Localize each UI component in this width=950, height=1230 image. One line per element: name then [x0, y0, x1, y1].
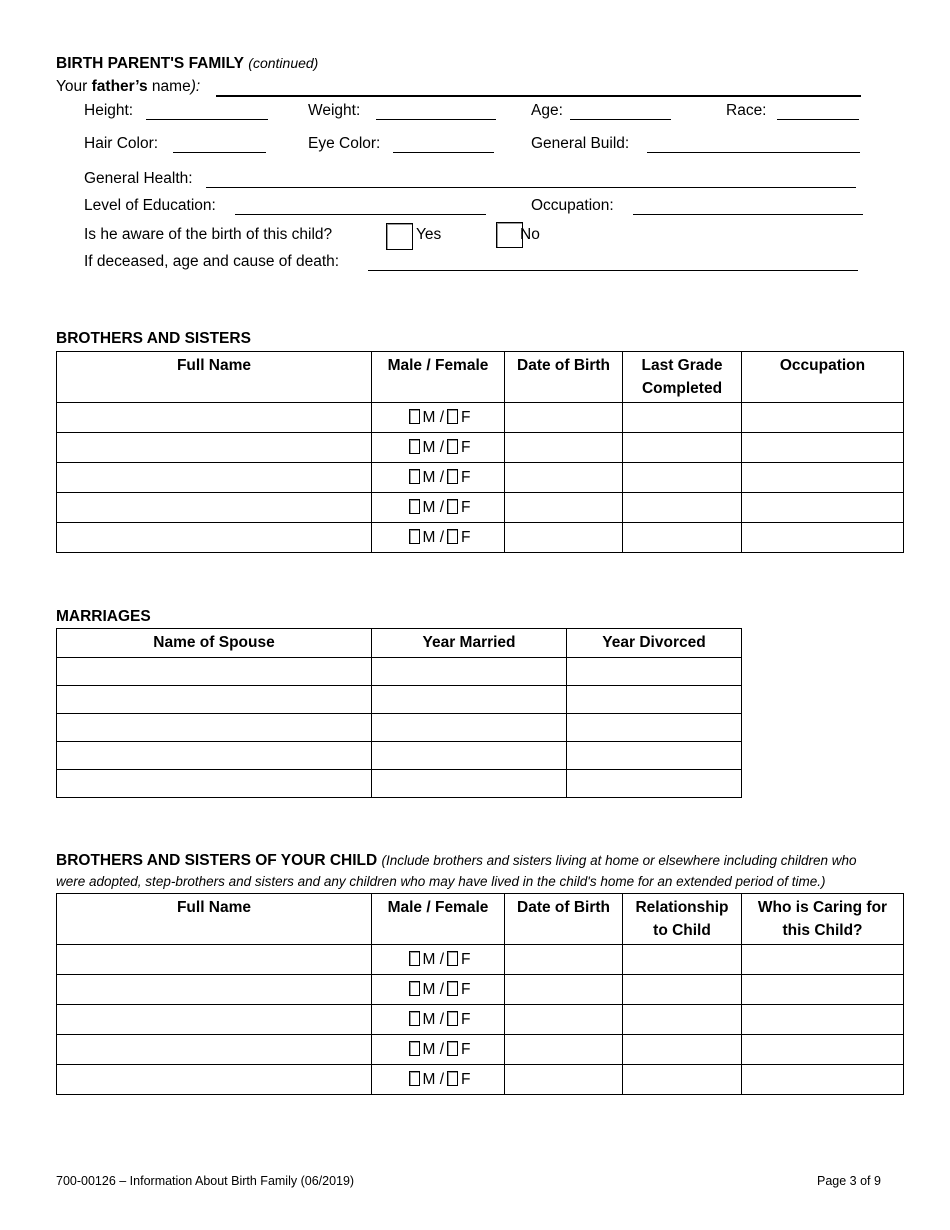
last-grade-cell[interactable] — [623, 463, 742, 493]
date-of-birth-cell[interactable] — [505, 523, 623, 553]
occupation-cell[interactable] — [742, 493, 904, 523]
table-row — [57, 658, 742, 686]
year-married-cell[interactable] — [372, 658, 567, 686]
child-siblings-note-1: (Include brothers and sisters living at home or elsewhere including children who — [381, 853, 857, 868]
table-row — [57, 714, 742, 742]
date-of-birth-cell[interactable] — [505, 493, 623, 523]
father-name-field[interactable] — [216, 95, 861, 97]
relationship-cell[interactable] — [623, 975, 742, 1005]
caregiver-cell[interactable] — [742, 1005, 904, 1035]
section-title-birth-parents-family — [56, 55, 318, 73]
male-checkbox[interactable] — [409, 499, 420, 514]
date-of-birth-cell[interactable] — [505, 1065, 623, 1095]
spouse-name-cell[interactable] — [57, 714, 372, 742]
date-of-birth-cell[interactable] — [505, 433, 623, 463]
full-name-cell[interactable] — [57, 1005, 372, 1035]
age-field[interactable] — [570, 119, 671, 120]
hair-color-label: Hair Color: — [84, 135, 159, 152]
full-name-cell[interactable] — [57, 523, 372, 553]
male-checkbox[interactable] — [409, 1011, 420, 1026]
full-name-cell[interactable] — [57, 975, 372, 1005]
gender-cell: M / F — [372, 523, 505, 553]
occupation-cell[interactable] — [742, 433, 904, 463]
last-grade-cell[interactable] — [623, 523, 742, 553]
race-label: Race: — [726, 102, 767, 119]
deceased-field[interactable] — [368, 270, 858, 271]
footer-form-id: 700-00126 – Information About Birth Family (06/2019) — [56, 1174, 355, 1188]
female-checkbox[interactable] — [447, 1071, 458, 1086]
male-checkbox[interactable] — [409, 1071, 420, 1086]
spouse-name-cell[interactable] — [57, 686, 372, 714]
table-row — [57, 945, 904, 975]
child-siblings-table — [56, 893, 904, 1095]
caregiver-cell[interactable] — [742, 1065, 904, 1095]
table-row — [57, 1005, 904, 1035]
date-of-birth-cell[interactable] — [505, 1005, 623, 1035]
female-checkbox[interactable] — [447, 981, 458, 996]
year-married-cell[interactable] — [372, 686, 567, 714]
male-checkbox[interactable] — [409, 529, 420, 544]
gender-cell: M / F — [372, 463, 505, 493]
gender-cell: M / F — [372, 493, 505, 523]
table-row — [57, 523, 904, 553]
gender-cell: M / F — [372, 1035, 505, 1065]
full-name-cell[interactable] — [57, 403, 372, 433]
table-row — [57, 433, 904, 463]
last-grade-cell[interactable] — [623, 493, 742, 523]
table-row — [57, 463, 904, 493]
siblings-title: BROTHERS AND SISTERS — [56, 330, 251, 347]
occupation-cell[interactable] — [742, 403, 904, 433]
header-occupation: Occupation — [742, 352, 904, 403]
relationship-cell[interactable] — [623, 1005, 742, 1035]
spouse-name-cell[interactable] — [57, 658, 372, 686]
hair-color-field[interactable] — [173, 152, 266, 153]
year-married-cell[interactable] — [372, 742, 567, 770]
caregiver-cell[interactable] — [742, 945, 904, 975]
height-label: Height: — [84, 102, 134, 119]
child-siblings-title: BROTHERS AND SISTERS OF YOUR CHILD — [56, 852, 378, 869]
year-divorced-cell[interactable] — [567, 742, 742, 770]
table-row — [57, 770, 742, 798]
full-name-cell[interactable] — [57, 1065, 372, 1095]
full-name-cell[interactable] — [57, 493, 372, 523]
height-field[interactable] — [146, 119, 268, 120]
year-divorced-cell[interactable] — [567, 686, 742, 714]
father-name-label: Your father’s name): — [56, 78, 201, 95]
table-row — [57, 493, 904, 523]
weight-label: Weight: — [308, 102, 361, 119]
female-checkbox[interactable] — [447, 1041, 458, 1056]
male-checkbox[interactable] — [409, 981, 420, 996]
date-of-birth-cell[interactable] — [505, 403, 623, 433]
continued-note: (continued) — [248, 55, 319, 71]
gender-cell: M / F — [372, 975, 505, 1005]
year-divorced-cell[interactable] — [567, 658, 742, 686]
female-checkbox[interactable] — [447, 1011, 458, 1026]
age-label: Age: — [531, 102, 563, 119]
female-checkbox[interactable] — [447, 951, 458, 966]
siblings-header-row — [57, 352, 904, 403]
header-relationship: Relationship to Child — [623, 894, 742, 945]
education-label: Level of Education: — [84, 197, 216, 214]
date-of-birth-cell[interactable] — [505, 975, 623, 1005]
header-who-is-caring: Who is Caring for this Child? — [742, 894, 904, 945]
deceased-label: If deceased, age and cause of death: — [84, 253, 340, 270]
male-checkbox[interactable] — [409, 409, 420, 424]
general-health-field[interactable] — [206, 187, 856, 188]
gender-cell: M / F — [372, 433, 505, 463]
weight-field[interactable] — [376, 119, 496, 120]
header-male-female: Male / Female — [372, 352, 505, 403]
relationship-cell[interactable] — [623, 945, 742, 975]
caregiver-cell[interactable] — [742, 975, 904, 1005]
full-name-cell[interactable] — [57, 1035, 372, 1065]
aware-yes-label: Yes — [416, 226, 442, 243]
header-date-of-birth: Date of Birth — [505, 894, 623, 945]
female-checkbox[interactable] — [447, 439, 458, 454]
relationship-cell[interactable] — [623, 1035, 742, 1065]
education-field[interactable] — [235, 214, 486, 215]
female-checkbox[interactable] — [447, 409, 458, 424]
section-title: BIRTH PARENT'S FAMILY — [56, 55, 244, 72]
date-of-birth-cell[interactable] — [505, 945, 623, 975]
occupation-cell[interactable] — [742, 523, 904, 553]
aware-no-checkbox[interactable] — [496, 222, 523, 248]
child-siblings-note-2: were adopted, step-brothers and sisters and any children who may have lived in the child's home for an extended period of time.) — [56, 874, 826, 889]
male-checkbox[interactable] — [409, 439, 420, 454]
general-build-label: General Build: — [531, 135, 630, 152]
footer-page-number: Page 3 of 9 — [817, 1174, 881, 1188]
child-siblings-header-row — [57, 894, 904, 945]
full-name-cell[interactable] — [57, 433, 372, 463]
occupation-cell[interactable] — [742, 463, 904, 493]
header-year-married: Year Married — [372, 629, 567, 658]
year-divorced-cell[interactable] — [567, 714, 742, 742]
gender-cell: M / F — [372, 403, 505, 433]
year-married-cell[interactable] — [372, 770, 567, 798]
spouse-name-cell[interactable] — [57, 742, 372, 770]
marriages-title: MARRIAGES — [56, 608, 151, 625]
relationship-cell[interactable] — [623, 1065, 742, 1095]
header-full-name: Full Name — [57, 352, 372, 403]
header-year-divorced: Year Divorced — [567, 629, 742, 658]
marriages-table — [56, 628, 742, 798]
full-name-cell[interactable] — [57, 463, 372, 493]
aware-yes-checkbox[interactable] — [386, 223, 413, 250]
female-checkbox[interactable] — [447, 529, 458, 544]
female-checkbox[interactable] — [447, 469, 458, 484]
female-checkbox[interactable] — [447, 499, 458, 514]
gender-cell: M / F — [372, 945, 505, 975]
gender-cell: M / F — [372, 1065, 505, 1095]
table-row — [57, 1065, 904, 1095]
marriages-header-row — [57, 629, 742, 658]
header-male-female: Male / Female — [372, 894, 505, 945]
child-siblings-heading — [56, 852, 857, 870]
race-field[interactable] — [777, 119, 859, 120]
year-divorced-cell[interactable] — [567, 770, 742, 798]
male-checkbox[interactable] — [409, 951, 420, 966]
table-row — [57, 975, 904, 1005]
last-grade-cell[interactable] — [623, 403, 742, 433]
full-name-cell[interactable] — [57, 945, 372, 975]
general-health-label: General Health: — [84, 170, 193, 187]
aware-question-label: Is he aware of the birth of this child? — [84, 226, 333, 243]
table-row — [57, 1035, 904, 1065]
spouse-name-cell[interactable] — [57, 770, 372, 798]
table-row — [57, 742, 742, 770]
eye-color-field[interactable] — [393, 152, 494, 153]
header-date-of-birth: Date of Birth — [505, 352, 623, 403]
header-name-of-spouse: Name of Spouse — [57, 629, 372, 658]
date-of-birth-cell[interactable] — [505, 463, 623, 493]
occupation-field[interactable] — [633, 214, 863, 215]
siblings-table — [56, 351, 904, 553]
year-married-cell[interactable] — [372, 714, 567, 742]
general-build-field[interactable] — [647, 152, 860, 153]
header-full-name: Full Name — [57, 894, 372, 945]
last-grade-cell[interactable] — [623, 433, 742, 463]
header-last-grade: Last Grade Completed — [623, 352, 742, 403]
eye-color-label: Eye Color: — [308, 135, 381, 152]
caregiver-cell[interactable] — [742, 1035, 904, 1065]
table-row — [57, 686, 742, 714]
table-row — [57, 403, 904, 433]
male-checkbox[interactable] — [409, 469, 420, 484]
gender-cell: M / F — [372, 1005, 505, 1035]
occupation-label: Occupation: — [531, 197, 614, 214]
aware-no-label: No — [520, 226, 540, 243]
male-checkbox[interactable] — [409, 1041, 420, 1056]
date-of-birth-cell[interactable] — [505, 1035, 623, 1065]
